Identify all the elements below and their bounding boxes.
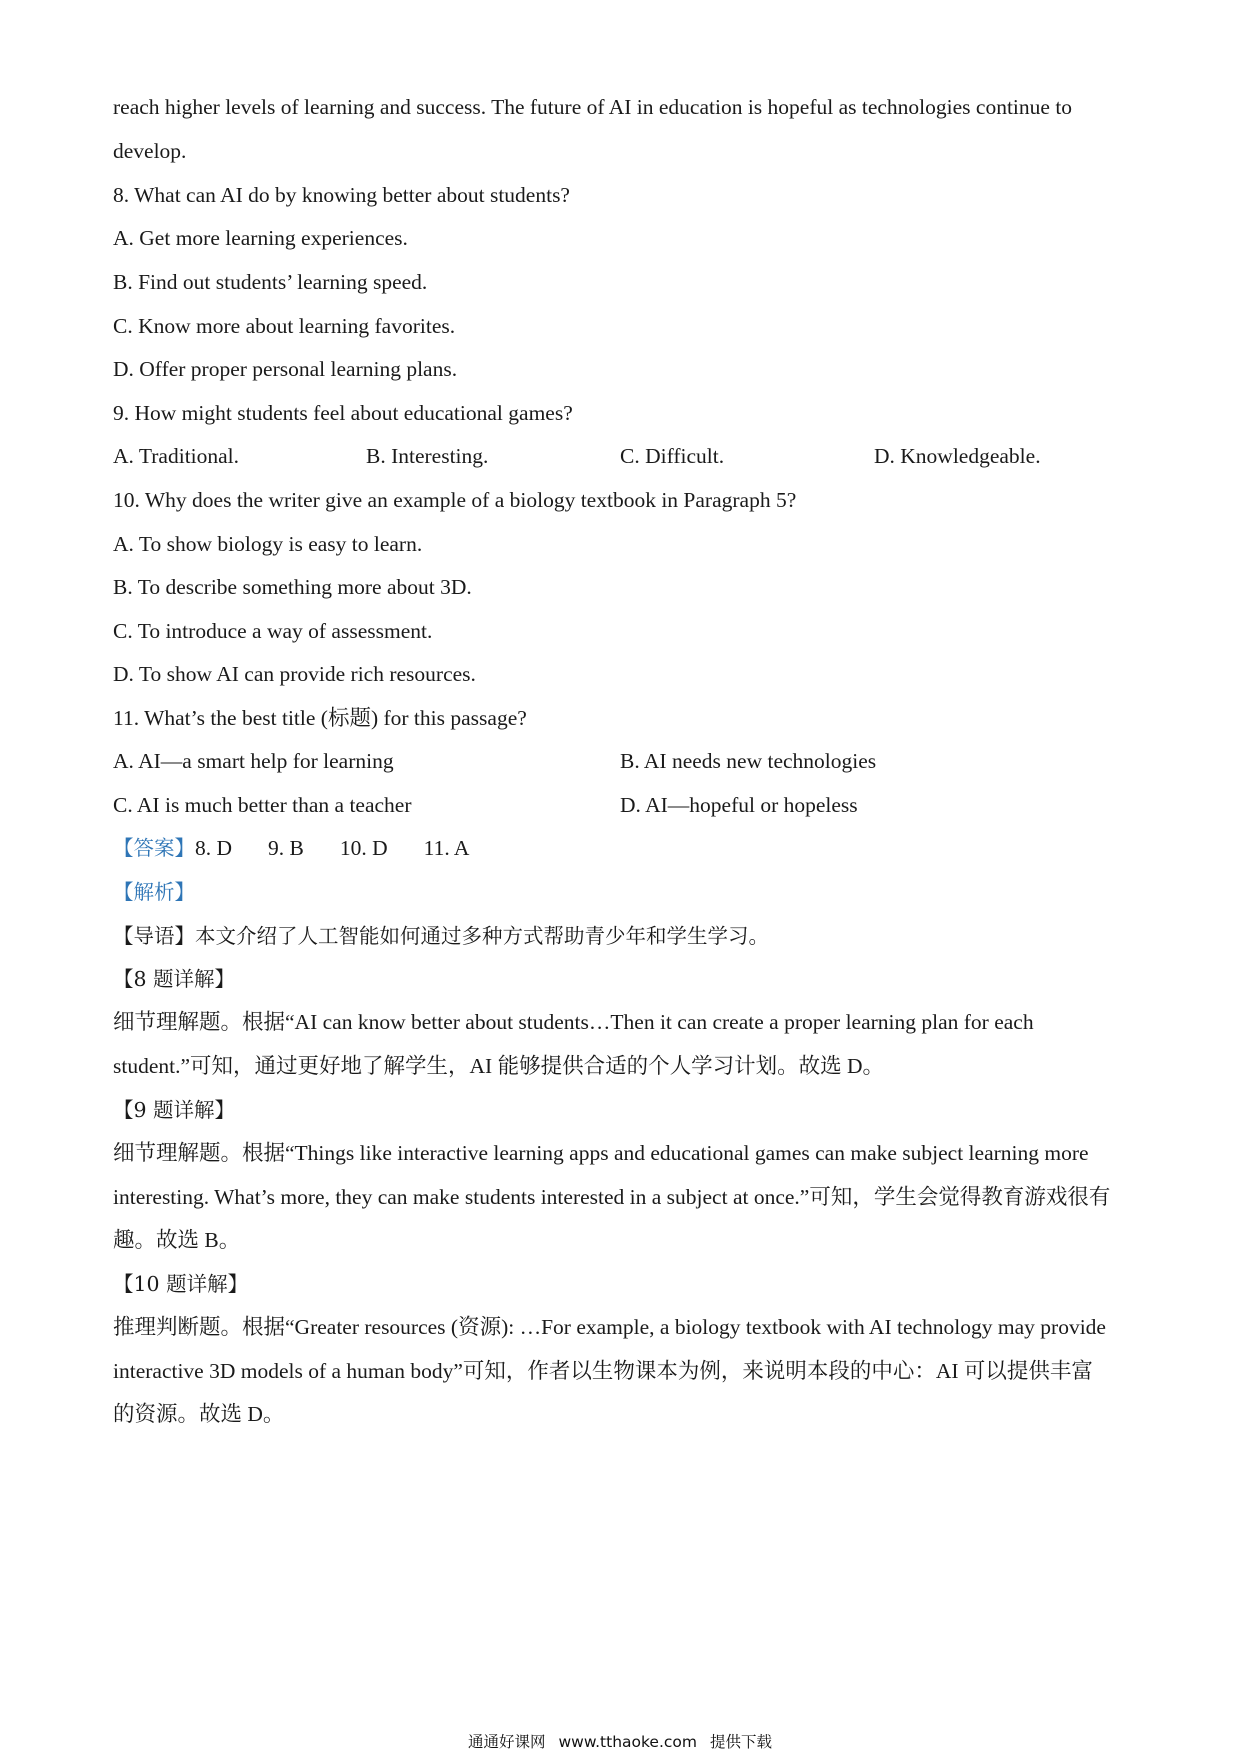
explanation-10-line-1: 推理判断题。根据“Greater resources (资源): …For example, a biology textbook with AI technology may provide xyxy=(113,1315,1106,1339)
analysis-label: 【解析】 xyxy=(113,880,195,904)
question-8-option-c: C. Know more about learning favorites. xyxy=(113,314,456,338)
guide-text: 【导语】本文介绍了人工智能如何通过多种方式帮助青少年和学生学习。 xyxy=(113,924,769,948)
explanation-9-heading: 【9 题详解】 xyxy=(113,1098,236,1122)
answer-row xyxy=(113,833,505,863)
intro-line-1: reach higher levels of learning and success. The future of AI in education is hopeful as technologies continue to xyxy=(113,95,1073,119)
question-9-option-b: B. Interesting. xyxy=(366,444,489,468)
explanation-9-line-1: 细节理解题。根据“Things like interactive learning apps and educational games can make subject learning more xyxy=(113,1141,1089,1165)
question-10-option-c: C. To introduce a way of assessment. xyxy=(113,619,433,643)
question-9-option-a: A. Traditional. xyxy=(113,444,240,468)
question-11-option-d: D. AI—hopeful or hopeless xyxy=(620,793,858,817)
answer-11: 11. A xyxy=(423,836,470,860)
question-10-stem: 10. Why does the writer give an example of a biology textbook in Paragraph 5? xyxy=(113,488,797,512)
question-11-option-c: C. AI is much better than a teacher xyxy=(113,793,412,817)
question-11-option-a: A. AI—a smart help for learning xyxy=(113,749,394,773)
question-8-option-d: D. Offer proper personal learning plans. xyxy=(113,357,458,381)
explanation-8-line-2: student.”可知，通过更好地了解学生，AI 能够提供合适的个人学习计划。故选 D。 xyxy=(113,1054,884,1078)
answer-9: 9. B xyxy=(268,836,304,860)
explanation-10-heading: 【10 题详解】 xyxy=(113,1272,249,1296)
question-10-option-a: A. To show biology is easy to learn. xyxy=(113,532,423,556)
question-9-option-c: C. Difficult. xyxy=(620,444,725,468)
explanation-10-line-2: interactive 3D models of a human body”可知，作者以生物课本为例，来说明本段的中心：AI 可以提供丰富 xyxy=(113,1359,1093,1383)
footer-site-name: 通通好课网 xyxy=(468,1733,546,1751)
explanation-9-line-3: 趣。故选 B。 xyxy=(113,1228,241,1252)
answer-label: 【答案】 xyxy=(113,836,195,860)
question-11-option-b: B. AI needs new technologies xyxy=(620,749,877,773)
question-9-option-d: D. Knowledgeable. xyxy=(874,444,1041,468)
question-10-option-d: D. To show AI can provide rich resources. xyxy=(113,662,476,686)
question-9-stem: 9. How might students feel about educational games? xyxy=(113,401,573,425)
question-8-option-b: B. Find out students’ learning speed. xyxy=(113,270,428,294)
answer-8: 8. D xyxy=(195,836,233,860)
question-8-option-a: A. Get more learning experiences. xyxy=(113,226,408,250)
answer-10: 10. D xyxy=(339,836,388,860)
intro-line-2: develop. xyxy=(113,139,187,163)
explanation-9-line-2: interesting. What’s more, they can make students interested in a subject at once.”可知，学生会觉得教育游戏很有 xyxy=(113,1185,1111,1209)
footer-url[interactable]: www.tthaoke.com xyxy=(558,1733,697,1751)
page-footer xyxy=(0,1730,1240,1754)
question-10-option-b: B. To describe something more about 3D. xyxy=(113,575,472,599)
footer-suffix: 提供下载 xyxy=(709,1733,772,1751)
question-8-stem: 8. What can AI do by knowing better about students? xyxy=(113,183,570,207)
explanation-8-heading: 【8 题详解】 xyxy=(113,967,236,991)
question-11-stem: 11. What’s the best title (标题) for this passage? xyxy=(113,706,527,730)
explanation-8-line-1: 细节理解题。根据“AI can know better about students…Then it can create a proper learning plan for each xyxy=(113,1010,1034,1034)
explanation-10-line-3: 的资源。故选 D。 xyxy=(113,1402,285,1426)
